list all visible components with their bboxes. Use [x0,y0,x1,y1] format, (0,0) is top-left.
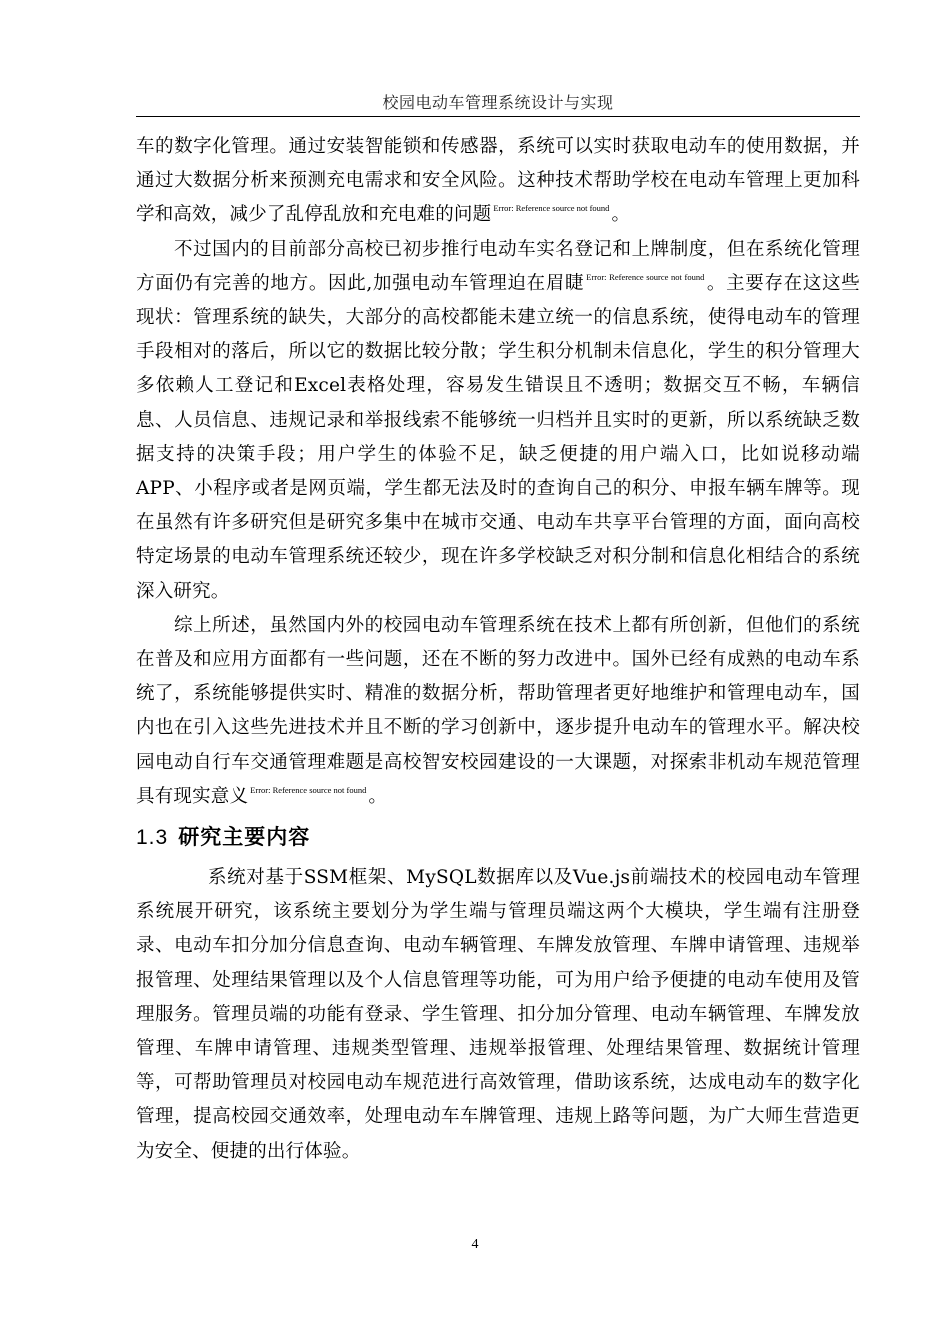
running-header: 校园电动车管理系统设计与实现 [382,93,614,112]
header-rule [136,116,860,117]
section-number: 1.3 [136,826,169,850]
reference-error: Error: Reference source not found [586,271,705,282]
paragraph-4 [136,861,860,1169]
paragraph-3-text: 综上所述，虽然国内外的校园电动车管理系统在技术上都有所创新，但他们的系统在普及和应用方面都有一些问题，还在不断的努力改进中。国外已经有成熟的电动车系统了，系统能够提供实时、精准的数据分析，帮助管理者更好地维护和管理电动车，国内也在引入这些先进技术并且不断的学习创新中，逐步提升电动车的管理水平。解决校园电动自行车交通管理难题是高校智安校园建设的一大课题，对探索非机动车规范管理具有现实意义 [136,614,860,807]
paragraph-3 [136,609,860,814]
page-number: 4 [471,1237,479,1252]
paragraph-4-text: 系统对基于SSM框架、MySQL数据库以及Vue.js前端技术的校园电动车管理系统展开研究，该系统主要划分为学生端与管理员端这两个大模块，学生端有注册登录、电动车扣分加分信息查询、电动车辆管理、车牌发放管理、车牌申请管理、违规举报管理、处理结果管理以及个人信息管理等功能，可为用户给予便捷的电动车使用及管理服务。管理员端的功能有登录、学生管理、扣分加分管理、电动车辆管理、车牌发放管理、车牌申请管理、违规类型管理、违规举报管理、处理结果管理、数据统计管理等，可帮助管理员对校园电动车规范进行高效管理，借助该系统，达成电动车的数字化管理，提高校园交通效率，处理电动车车牌管理、违规上路等问题，为广大师生营造更为安全、便捷的出行体验。 [136,867,860,1162]
paragraph-2-text-a: 不过国内的目前部分高校已初步推行电动车实名登记和上牌制度，但在系统化管理方面仍有完善的地方。因此,加强电动车管理迫在眉睫 [136,238,860,294]
paragraph-2 [136,233,860,609]
reference-error: Error: Reference source not found [250,784,367,795]
paragraph-1-text: 车的数字化管理。通过安装智能锁和传感器，系统可以实时获取电动车的使用数据，并通过大数据分析来预测充电需求和安全风险。这种技术帮助学校在电动车管理上更加科学和高效，减少了乱停乱放和充电难的问题 [136,136,860,226]
paragraph-1-tail: 。 [611,204,631,226]
document-body [136,130,860,1169]
reference-error: Error: Reference source not found [493,203,610,214]
paragraph-2-text-b: 。主要存在这这些现状：管理系统的缺失，大部分的高校都能未建立统一的信息系统，使得电动车的管理手段相对的落后，所以它的数据比较分散；学生积分机制未信息化，学生的积分管理大多依赖人工登记和Excel表格处理，容易发生错误且不透明；数据交互不畅，车辆信息、人员信息、违规记录和举报线索不能够统一归档并且实时的更新，所以系统缺乏数据支持的决策手段；用户学生的体验不足，缺乏便捷的用户端入口，比如说移动端APP、小程序或者是网页端，学生都无法及时的查询自己的积分、申报车辆车牌等。现在虽然有许多研究但是研究多集中在城市交通、电动车共享平台管理的方面，面向高校特定场景的电动车管理系统还较少，现在许多学校缺乏对积分制和信息化相结合的系统深入研究。 [136,272,860,602]
paragraph-3-tail: 。 [368,785,388,807]
section-title: 研究主要内容 [178,825,311,850]
section-heading [136,820,860,855]
paragraph-1 [136,130,860,233]
